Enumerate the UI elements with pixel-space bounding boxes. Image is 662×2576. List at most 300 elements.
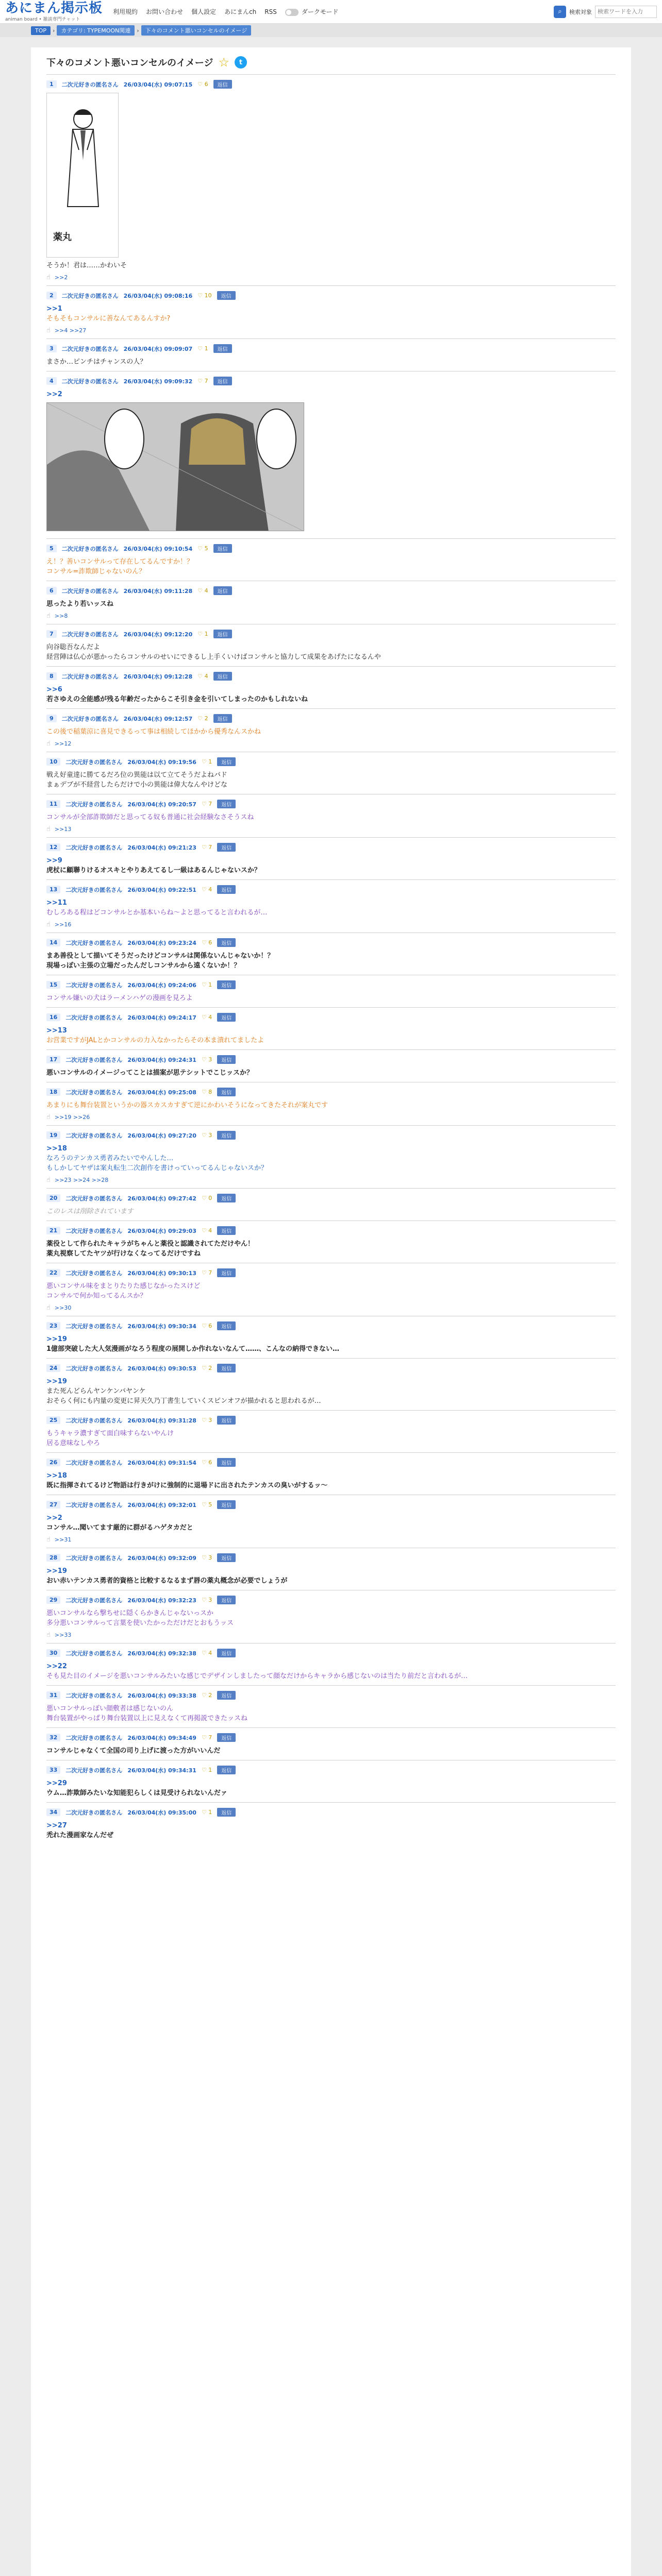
like-button[interactable] bbox=[202, 939, 212, 946]
poster-name: 二次元好きの匿名さん bbox=[65, 1056, 123, 1063]
poster-name: 二次元好きの匿名さん bbox=[65, 1132, 123, 1139]
reply-anchor-link[interactable]: >>19 bbox=[46, 1567, 67, 1575]
like-count[interactable]: 5 bbox=[208, 1501, 212, 1508]
reply-anchor-link[interactable]: >>22 bbox=[46, 1663, 67, 1670]
heart-icon: ♡ bbox=[201, 1365, 209, 1371]
reply-button[interactable]: 返信 bbox=[217, 1321, 236, 1330]
reply-button[interactable]: 返信 bbox=[213, 344, 232, 353]
reply-button[interactable]: 返信 bbox=[213, 544, 232, 553]
post-number[interactable]: 3 bbox=[46, 345, 57, 352]
reply-references[interactable]: >>30 bbox=[54, 1304, 72, 1311]
post-body bbox=[46, 812, 616, 822]
reply-anchor-link[interactable]: >>19 bbox=[46, 1335, 67, 1343]
post-item bbox=[46, 666, 616, 708]
top-nav bbox=[113, 7, 338, 16]
poster-name: 二次元好きの匿名さん bbox=[65, 1554, 123, 1562]
like-count[interactable]: 3 bbox=[208, 1597, 212, 1603]
heart-icon: ♡ bbox=[201, 939, 209, 946]
reply-hand-icon: ☝ bbox=[46, 274, 51, 281]
reply-anchor-link[interactable]: >>6 bbox=[46, 686, 62, 693]
like-button[interactable] bbox=[202, 1734, 212, 1741]
post-text-line: コンサルが全部詐欺師だと思ってる奴も普通に社会経験なさそうスね bbox=[46, 814, 254, 821]
like-button[interactable] bbox=[202, 1459, 212, 1466]
post-number[interactable]: 8 bbox=[46, 672, 57, 680]
nav-settings[interactable]: 個人設定 bbox=[191, 8, 217, 15]
post-date: 26/03/04(水) 09:30:34 bbox=[127, 1323, 196, 1330]
like-button[interactable] bbox=[197, 587, 208, 594]
like-count[interactable]: 7 bbox=[208, 1269, 212, 1276]
post-number[interactable]: 23 bbox=[46, 1322, 60, 1330]
post-footer bbox=[46, 1176, 616, 1184]
reply-button[interactable]: 返信 bbox=[217, 1088, 236, 1096]
post-number[interactable]: 10 bbox=[46, 758, 60, 766]
nav-animanch[interactable]: あにまんch bbox=[224, 8, 257, 15]
post-text-line: 戦え好童達に勝てるだろ位の異能は以て立てそうだよねバド bbox=[46, 771, 227, 779]
post-body bbox=[46, 1778, 616, 1798]
post-body bbox=[46, 993, 616, 1003]
reply-button[interactable]: 返信 bbox=[217, 885, 236, 894]
reply-button[interactable]: 返信 bbox=[217, 1268, 236, 1277]
like-button[interactable] bbox=[202, 1195, 212, 1201]
reply-button[interactable]: 返信 bbox=[213, 80, 232, 89]
reply-hand-icon: ☝ bbox=[46, 327, 51, 334]
post-number[interactable]: 32 bbox=[46, 1734, 60, 1741]
post-date: 26/03/04(水) 09:12:20 bbox=[123, 631, 193, 638]
like-count[interactable]: 3 bbox=[208, 1554, 212, 1561]
post-body bbox=[46, 1068, 616, 1078]
like-count[interactable]: 3 bbox=[208, 1132, 212, 1139]
heart-icon: ♡ bbox=[197, 673, 205, 680]
reply-button[interactable]: 返信 bbox=[217, 1500, 236, 1509]
post-text-line: 薬丸視察してたヤツが行けなくなってるだけですね bbox=[46, 1250, 201, 1258]
reply-button[interactable]: 返信 bbox=[217, 1691, 236, 1700]
post-text-line: 悪いコンサルなら撃ちせに隠くらかきんじゃないっスか bbox=[46, 1609, 213, 1617]
post-date: 26/03/04(水) 09:34:31 bbox=[127, 1767, 196, 1774]
post-header bbox=[46, 1766, 616, 1774]
like-button[interactable] bbox=[197, 631, 208, 637]
reply-button[interactable]: 返信 bbox=[217, 1013, 236, 1022]
post-number[interactable]: 7 bbox=[46, 630, 57, 638]
heart-icon: ♡ bbox=[201, 1056, 209, 1063]
reply-button[interactable]: 返信 bbox=[217, 800, 236, 808]
reply-button[interactable]: 返信 bbox=[217, 843, 236, 852]
post-footer bbox=[46, 1631, 616, 1639]
post-date: 26/03/04(水) 09:12:57 bbox=[123, 715, 193, 722]
site-logo[interactable] bbox=[5, 1, 103, 22]
like-button[interactable] bbox=[202, 1501, 212, 1508]
reply-references[interactable]: >>23 >>24 >>28 bbox=[54, 1177, 109, 1183]
post-number[interactable]: 5 bbox=[46, 545, 57, 552]
post-number[interactable]: 9 bbox=[46, 715, 57, 722]
reply-references[interactable]: >>33 bbox=[54, 1632, 72, 1638]
like-count[interactable]: 7 bbox=[208, 1734, 212, 1741]
like-count[interactable]: 5 bbox=[204, 545, 208, 552]
reply-hand-icon: ☝ bbox=[46, 740, 51, 748]
like-button[interactable] bbox=[202, 844, 212, 851]
heart-icon: ♡ bbox=[197, 545, 205, 552]
reply-anchor-link[interactable]: >>13 bbox=[46, 1027, 67, 1035]
like-button[interactable] bbox=[197, 673, 208, 680]
search-icon[interactable]: ⌕ bbox=[554, 6, 566, 18]
reply-button[interactable]: 返信 bbox=[217, 980, 236, 989]
like-count[interactable]: 2 bbox=[204, 715, 208, 722]
reply-anchor-link[interactable]: >>2 bbox=[46, 1514, 62, 1522]
post-text-line: 悪いコンサルのイメージってことは描案が思テシットでこじッスか？ bbox=[46, 1069, 254, 1077]
post-item bbox=[46, 708, 616, 752]
post-date: 26/03/04(水) 09:10:54 bbox=[123, 545, 193, 552]
like-count[interactable]: 3 bbox=[208, 1056, 212, 1063]
like-count[interactable]: 8 bbox=[208, 1089, 212, 1095]
like-button[interactable] bbox=[202, 1323, 212, 1329]
post-number[interactable]: 17 bbox=[46, 1056, 60, 1063]
like-button[interactable] bbox=[202, 1554, 212, 1561]
like-button[interactable] bbox=[197, 545, 208, 552]
reply-button[interactable]: 返信 bbox=[217, 1226, 236, 1235]
post-body bbox=[46, 951, 616, 971]
like-count[interactable]: 10 bbox=[204, 292, 212, 299]
post-header bbox=[46, 1364, 616, 1372]
poster-name: 二次元好きの匿名さん bbox=[61, 545, 119, 552]
post-header bbox=[46, 544, 616, 553]
like-count[interactable]: 4 bbox=[208, 886, 212, 893]
reply-hand-icon: ☝ bbox=[46, 612, 51, 620]
heart-icon: ♡ bbox=[201, 1809, 209, 1816]
reply-button[interactable]: 返信 bbox=[217, 1055, 236, 1064]
poster-name: 二次元好きの匿名さん bbox=[65, 801, 123, 808]
post-number[interactable]: 4 bbox=[46, 377, 57, 385]
post-text-line: 1億部突破した大人気漫画がなろう程度の展開しか作れないなんて……、こんなの納得できない… bbox=[46, 1345, 340, 1353]
like-count[interactable]: 1 bbox=[208, 981, 212, 988]
reply-anchor-link[interactable]: >>29 bbox=[46, 1780, 67, 1787]
reply-button[interactable]: 返信 bbox=[217, 1194, 236, 1202]
post-number[interactable]: 30 bbox=[46, 1649, 60, 1657]
breadcrumb bbox=[0, 24, 662, 37]
post-body bbox=[46, 1821, 616, 1840]
post-item bbox=[46, 1727, 616, 1760]
breadcrumb-category[interactable]: カテゴリ: TYPEMOON関連 bbox=[57, 25, 135, 36]
like-button[interactable] bbox=[202, 1269, 212, 1276]
post-body bbox=[46, 389, 616, 531]
post-header bbox=[46, 672, 616, 681]
reply-references[interactable]: >>12 bbox=[54, 740, 72, 747]
post-text-line: このレスは削除されています bbox=[46, 1208, 134, 1215]
poster-name: 二次元好きの匿名さん bbox=[61, 673, 119, 680]
post-header bbox=[46, 291, 616, 300]
like-count[interactable]: 6 bbox=[204, 81, 208, 88]
nav-terms[interactable]: 利用規約 bbox=[113, 8, 138, 15]
like-button[interactable] bbox=[202, 1132, 212, 1139]
reply-button[interactable]: 返信 bbox=[217, 1131, 236, 1140]
post-number[interactable]: 34 bbox=[46, 1808, 60, 1816]
poster-name: 二次元好きの匿名さん bbox=[65, 1269, 123, 1277]
nav-contact[interactable]: お問い合わせ bbox=[146, 8, 184, 15]
post-footer bbox=[46, 825, 616, 833]
reply-button[interactable]: 返信 bbox=[217, 1733, 236, 1742]
post-number[interactable]: 2 bbox=[46, 292, 57, 299]
reply-button[interactable]: 返信 bbox=[217, 291, 236, 300]
heart-icon: ♡ bbox=[201, 1650, 209, 1656]
search-mode-select[interactable]: 検索対象 bbox=[569, 8, 592, 15]
like-button[interactable] bbox=[202, 1014, 212, 1021]
post-body bbox=[46, 1377, 616, 1406]
poster-name: 二次元好きの匿名さん bbox=[65, 1501, 123, 1509]
poster-name: 二次元好きの匿名さん bbox=[65, 844, 123, 851]
post-number[interactable]: 12 bbox=[46, 843, 60, 851]
reply-button[interactable]: 返信 bbox=[213, 630, 232, 638]
poster-name: 二次元好きの匿名さん bbox=[61, 81, 119, 88]
reply-hand-icon: ☝ bbox=[46, 1631, 51, 1639]
reply-button[interactable]: 返信 bbox=[217, 1766, 236, 1774]
reply-anchor-link[interactable]: >>2 bbox=[46, 391, 62, 398]
post-item bbox=[46, 837, 616, 879]
post-number[interactable]: 1 bbox=[46, 80, 57, 88]
post-footer bbox=[46, 1536, 616, 1544]
like-count[interactable]: 7 bbox=[208, 801, 212, 807]
poster-name: 二次元好きの匿名さん bbox=[65, 758, 123, 766]
poster-name: 二次元好きの匿名さん bbox=[65, 939, 123, 946]
post-number[interactable]: 19 bbox=[46, 1131, 60, 1139]
like-count[interactable]: 4 bbox=[208, 1650, 212, 1656]
post-number[interactable]: 31 bbox=[46, 1691, 60, 1699]
like-count[interactable]: 4 bbox=[204, 587, 208, 594]
post-number[interactable]: 24 bbox=[46, 1364, 60, 1372]
reply-button[interactable]: 返信 bbox=[217, 1416, 236, 1425]
like-button[interactable] bbox=[197, 292, 211, 299]
like-button[interactable] bbox=[202, 1227, 212, 1234]
post-body bbox=[46, 1608, 616, 1628]
post-date: 26/03/04(水) 09:23:24 bbox=[127, 939, 196, 946]
post-item bbox=[46, 285, 616, 338]
reply-button[interactable]: 返信 bbox=[217, 1364, 236, 1372]
post-header bbox=[46, 344, 616, 353]
post-item bbox=[46, 1049, 616, 1082]
post-date: 26/03/04(水) 09:29:03 bbox=[127, 1227, 196, 1234]
reply-anchor-link[interactable]: >>27 bbox=[46, 1822, 67, 1829]
reply-anchor-link[interactable]: >>18 bbox=[46, 1472, 67, 1480]
poster-name: 二次元好きの匿名さん bbox=[61, 378, 119, 385]
post-date: 26/03/04(水) 09:24:06 bbox=[127, 981, 196, 989]
post-header bbox=[46, 980, 616, 989]
reply-references[interactable]: >>4 >>27 bbox=[54, 327, 87, 334]
nav-rss[interactable]: RSS bbox=[264, 8, 277, 15]
like-button[interactable] bbox=[202, 1692, 212, 1699]
like-button[interactable] bbox=[202, 758, 212, 765]
reply-references[interactable]: >>8 bbox=[54, 613, 68, 619]
heart-icon: ♡ bbox=[201, 1597, 209, 1603]
reply-hand-icon: ☝ bbox=[46, 1113, 51, 1121]
heart-icon: ♡ bbox=[201, 1014, 209, 1021]
post-date: 26/03/04(水) 09:20:57 bbox=[127, 801, 196, 808]
heart-icon: ♡ bbox=[201, 981, 209, 988]
post-number[interactable]: 14 bbox=[46, 939, 60, 946]
post-item bbox=[46, 1188, 616, 1221]
reply-button[interactable]: 返信 bbox=[213, 672, 232, 681]
like-count[interactable]: 1 bbox=[208, 758, 212, 765]
post-date: 26/03/04(水) 09:07:15 bbox=[123, 81, 193, 88]
like-count[interactable]: 1 bbox=[204, 345, 208, 352]
poster-name: 二次元好きの匿名さん bbox=[65, 1089, 123, 1096]
like-button[interactable] bbox=[202, 1767, 212, 1773]
like-count[interactable]: 3 bbox=[208, 1417, 212, 1423]
like-count[interactable]: 4 bbox=[204, 673, 208, 680]
post-number[interactable]: 6 bbox=[46, 587, 57, 595]
post-date: 26/03/04(水) 09:32:09 bbox=[127, 1554, 196, 1562]
post-text-line: 薬役として作られたキャラがちゃんと薬役と認識されてただけやん！ bbox=[46, 1240, 255, 1248]
reply-button[interactable]: 返信 bbox=[217, 757, 236, 766]
post-body bbox=[46, 1207, 616, 1216]
like-button[interactable] bbox=[202, 801, 212, 807]
favorite-star-icon[interactable]: ☆ bbox=[218, 55, 229, 70]
post-number[interactable]: 22 bbox=[46, 1269, 60, 1277]
post-item bbox=[46, 1007, 616, 1049]
like-count[interactable]: 6 bbox=[208, 1459, 212, 1466]
post-body bbox=[46, 898, 616, 918]
post-header bbox=[46, 1596, 616, 1604]
post-number[interactable]: 13 bbox=[46, 886, 60, 893]
like-count[interactable]: 6 bbox=[208, 1323, 212, 1329]
reply-button[interactable]: 返信 bbox=[217, 1808, 236, 1817]
heart-icon: ♡ bbox=[197, 81, 205, 88]
post-number[interactable]: 27 bbox=[46, 1501, 60, 1509]
reply-button[interactable]: 返信 bbox=[217, 1596, 236, 1604]
like-button[interactable] bbox=[202, 1597, 212, 1603]
post-item bbox=[46, 1263, 616, 1316]
like-count[interactable]: 2 bbox=[208, 1692, 212, 1699]
post-number[interactable]: 26 bbox=[46, 1459, 60, 1466]
like-count[interactable]: 7 bbox=[204, 378, 208, 384]
post-header bbox=[46, 1808, 616, 1817]
post-image[interactable] bbox=[46, 93, 119, 258]
like-button[interactable] bbox=[197, 345, 208, 352]
post-item bbox=[46, 624, 616, 666]
post-header bbox=[46, 1649, 616, 1657]
heart-icon: ♡ bbox=[201, 1417, 209, 1423]
like-count[interactable]: 1 bbox=[204, 631, 208, 637]
post-list bbox=[46, 74, 616, 1844]
post-text-line: 多分悪いコンサルって言葉を使いたかっただけだとおもうッス bbox=[46, 1619, 234, 1627]
post-number[interactable]: 18 bbox=[46, 1088, 60, 1096]
reply-button[interactable]: 返信 bbox=[217, 1553, 236, 1562]
post-text-line: 居る意味なしやろ bbox=[46, 1439, 101, 1447]
post-number[interactable]: 11 bbox=[46, 800, 60, 808]
post-body bbox=[46, 1334, 616, 1354]
like-button[interactable] bbox=[202, 1650, 212, 1656]
reply-button[interactable]: 返信 bbox=[217, 1458, 236, 1467]
like-button[interactable] bbox=[202, 1056, 212, 1063]
like-count[interactable]: 6 bbox=[208, 939, 212, 946]
reply-references[interactable]: >>31 bbox=[54, 1536, 72, 1543]
search-input[interactable] bbox=[595, 6, 657, 18]
heart-icon: ♡ bbox=[201, 1459, 209, 1466]
post-number[interactable]: 15 bbox=[46, 981, 60, 989]
twitter-share-icon[interactable]: t bbox=[235, 56, 247, 69]
post-text-line: まあ善役として描いてそうだったけどコンサルは関係ないんじゃないか！？ bbox=[46, 952, 274, 960]
post-body bbox=[46, 357, 616, 367]
poster-name: 二次元好きの匿名さん bbox=[65, 1767, 123, 1774]
breadcrumb-thread[interactable]: 下々のコメント悪いコンセルのイメージ bbox=[141, 25, 252, 36]
poster-name: 二次元好きの匿名さん bbox=[65, 1195, 123, 1202]
like-count[interactable]: 0 bbox=[208, 1195, 212, 1201]
heart-icon: ♡ bbox=[201, 1089, 209, 1095]
post-item bbox=[46, 1452, 616, 1495]
reply-button[interactable]: 返信 bbox=[217, 938, 236, 947]
post-date: 26/03/04(水) 09:24:17 bbox=[127, 1014, 196, 1021]
like-count[interactable]: 1 bbox=[208, 1767, 212, 1773]
breadcrumb-top[interactable]: TOP bbox=[31, 26, 51, 35]
like-button[interactable] bbox=[197, 715, 208, 722]
post-number[interactable]: 16 bbox=[46, 1013, 60, 1021]
like-button[interactable] bbox=[197, 81, 208, 88]
post-header bbox=[46, 1226, 616, 1235]
like-button[interactable] bbox=[202, 1365, 212, 1371]
reply-button[interactable]: 返信 bbox=[217, 1649, 236, 1657]
like-button[interactable] bbox=[202, 981, 212, 988]
heart-icon: ♡ bbox=[201, 844, 209, 851]
post-text-line: まさか…ピンチはチャンスの人？ bbox=[46, 358, 147, 366]
post-image[interactable] bbox=[46, 402, 304, 531]
like-button[interactable] bbox=[202, 1089, 212, 1095]
poster-name: 二次元好きの匿名さん bbox=[61, 292, 119, 299]
reply-references[interactable]: >>13 bbox=[54, 826, 72, 833]
reply-references[interactable]: >>19 >>26 bbox=[54, 1114, 90, 1121]
like-button[interactable] bbox=[202, 1809, 212, 1816]
reply-button[interactable]: 返信 bbox=[213, 714, 232, 723]
reply-anchor-link[interactable]: >>9 bbox=[46, 857, 62, 865]
reply-anchor-link[interactable]: >>11 bbox=[46, 899, 67, 907]
post-body bbox=[46, 685, 616, 704]
like-count[interactable]: 2 bbox=[208, 1365, 212, 1371]
post-item bbox=[46, 74, 616, 285]
heart-icon: ♡ bbox=[201, 1227, 209, 1234]
reply-references[interactable]: >>2 bbox=[54, 274, 68, 281]
post-header bbox=[46, 800, 616, 808]
post-text-line: コンサル…聞いてます厳的に群がるハゲタカだと bbox=[46, 1524, 193, 1532]
heart-icon: ♡ bbox=[197, 345, 205, 352]
heart-icon: ♡ bbox=[197, 378, 205, 384]
reply-button[interactable]: 返信 bbox=[213, 377, 232, 385]
reply-references[interactable]: >>16 bbox=[54, 921, 72, 928]
post-number[interactable]: 33 bbox=[46, 1766, 60, 1774]
poster-name: 二次元好きの匿名さん bbox=[65, 1365, 123, 1372]
like-count[interactable]: 4 bbox=[208, 1227, 212, 1234]
post-text-line: なろうのテンカス勇者みたいでやんした… bbox=[46, 1155, 174, 1162]
reply-anchor-link[interactable]: >>18 bbox=[46, 1145, 67, 1153]
heart-icon: ♡ bbox=[201, 1734, 209, 1741]
reply-button[interactable]: 返信 bbox=[213, 586, 232, 595]
post-number[interactable]: 20 bbox=[46, 1194, 60, 1202]
like-button[interactable] bbox=[202, 1417, 212, 1423]
like-count[interactable]: 7 bbox=[208, 844, 212, 851]
reply-anchor-link[interactable]: >>1 bbox=[46, 305, 62, 313]
like-count[interactable]: 1 bbox=[208, 1809, 212, 1816]
reply-hand-icon: ☝ bbox=[46, 825, 51, 833]
post-number[interactable]: 25 bbox=[46, 1416, 60, 1424]
post-number[interactable]: 29 bbox=[46, 1596, 60, 1604]
like-button[interactable] bbox=[202, 886, 212, 893]
post-header bbox=[46, 80, 616, 89]
post-body bbox=[46, 1471, 616, 1490]
dark-mode-toggle[interactable] bbox=[285, 7, 339, 16]
post-number[interactable]: 28 bbox=[46, 1554, 60, 1562]
post-header bbox=[46, 1131, 616, 1140]
like-count[interactable]: 4 bbox=[208, 1014, 212, 1021]
like-button[interactable] bbox=[197, 378, 208, 384]
post-date: 26/03/04(水) 09:35:00 bbox=[127, 1809, 196, 1816]
post-number[interactable]: 21 bbox=[46, 1227, 60, 1234]
post-date: 26/03/04(水) 09:27:42 bbox=[127, 1195, 196, 1202]
reply-anchor-link[interactable]: >>19 bbox=[46, 1378, 67, 1385]
post-body bbox=[46, 1662, 616, 1681]
